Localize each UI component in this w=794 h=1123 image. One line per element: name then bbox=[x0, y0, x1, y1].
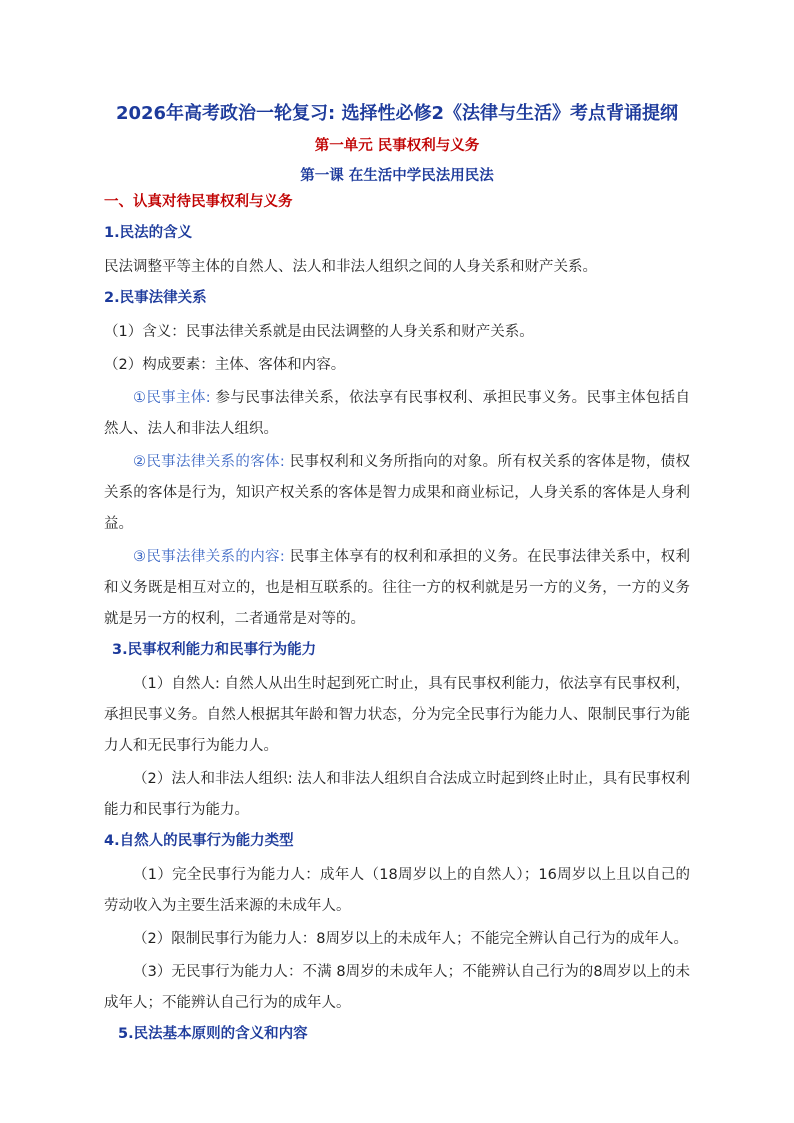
item-4-para-1: （1）完全民事行为能力人：成年人（18周岁以上的自然人）；16周岁以上且以自己的劳动收入为主要生活来源的未成年人。 bbox=[104, 867, 690, 914]
item-3-title: 3.民事权利能力和民事行为能力 bbox=[112, 642, 317, 658]
highlight-term: ①民事主体: bbox=[133, 390, 211, 406]
item-2-para-1: （1）含义：民事法律关系就是由民法调整的人身关系和财产关系。 bbox=[104, 324, 534, 340]
item-3-para-2: （2）法人和非法人组织: 法人和非法人组织自合法成立时起到终止时止，具有民事权利能力和民事行为能力。 bbox=[104, 771, 690, 818]
item-1-block bbox=[104, 222, 690, 283]
unit-title: 第一单元 民事权利与义务 bbox=[314, 138, 480, 154]
item-3-para-1: （1）自然人: 自然人从出生时起到死亡时止，具有民事权利能力，依法享有民事权利，承担民事义务。自然人根据其年龄和智力状态，分为完全民事行为能力人、限制民事行为能力人和无民事行为能力人。 bbox=[104, 676, 690, 754]
item-2-para-2: （2）构成要素：主体、客体和内容。 bbox=[104, 357, 346, 373]
item-2-para-5 bbox=[104, 542, 690, 635]
item-1-title: 1.民法的含义 bbox=[104, 225, 193, 241]
item-2-title: 2.民事法律关系 bbox=[104, 290, 207, 306]
item-2-para-4 bbox=[104, 447, 690, 540]
item-2-para-4-text: 民事权利和义务所指向的对象。所有权关系的客体是物，债权关系的客体是行为，知识产权关系的客体是智力成果和商业标记，人身关系的客体是人身利益。 bbox=[104, 454, 690, 532]
item-3-block bbox=[104, 639, 690, 826]
item-5-title: 5.民法基本原则的含义和内容 bbox=[118, 1026, 308, 1042]
item-2-para-3-text: 参与民事法律关系，依法享有民事权利、承担民事义务。民事主体包括自然人、法人和非法人组织。 bbox=[104, 390, 690, 437]
item-2-para-3 bbox=[104, 383, 690, 445]
item-4-para-3: （3）无民事行为能力人：不满 8周岁的未成年人；不能辨认自己行为的8周岁以上的未成年人；不能辨认自己行为的成年人。 bbox=[104, 964, 690, 1011]
highlight-term: ③民事法律关系的内容: bbox=[133, 549, 285, 565]
document-title: 2026年高考政治一轮复习: 选择性必修2《法律与生活》考点背诵提纲 bbox=[115, 103, 679, 124]
item-4-para-2: （2）限制民事行为能力人：8周岁以上的未成年人；不能完全辨认自己行为的成年人。 bbox=[133, 931, 688, 947]
item-1-text: 民法调整平等主体的自然人、法人和非法人组织之间的人身关系和财产关系。 bbox=[104, 259, 597, 275]
item-2-block bbox=[104, 287, 690, 635]
item-4-block bbox=[104, 830, 690, 1019]
section-title: 一、认真对待民事权利与义务 bbox=[104, 194, 293, 210]
item-2-para-5-text: 民事主体享有的权利和承担的义务。在民事法律关系中，权利和义务既是相互对立的，也是相互联系的。往往一方的权利就是另一方的义务，一方的义务就是另一方的权利，二者通常是对等的。 bbox=[104, 549, 690, 627]
item-4-title: 4.自然人的民事行为能力类型 bbox=[104, 833, 294, 849]
item-5-block bbox=[104, 1023, 690, 1045]
highlight-term: ②民事法律关系的客体: bbox=[133, 454, 285, 470]
lesson-title: 第一课 在生活中学民法用民法 bbox=[300, 168, 494, 184]
